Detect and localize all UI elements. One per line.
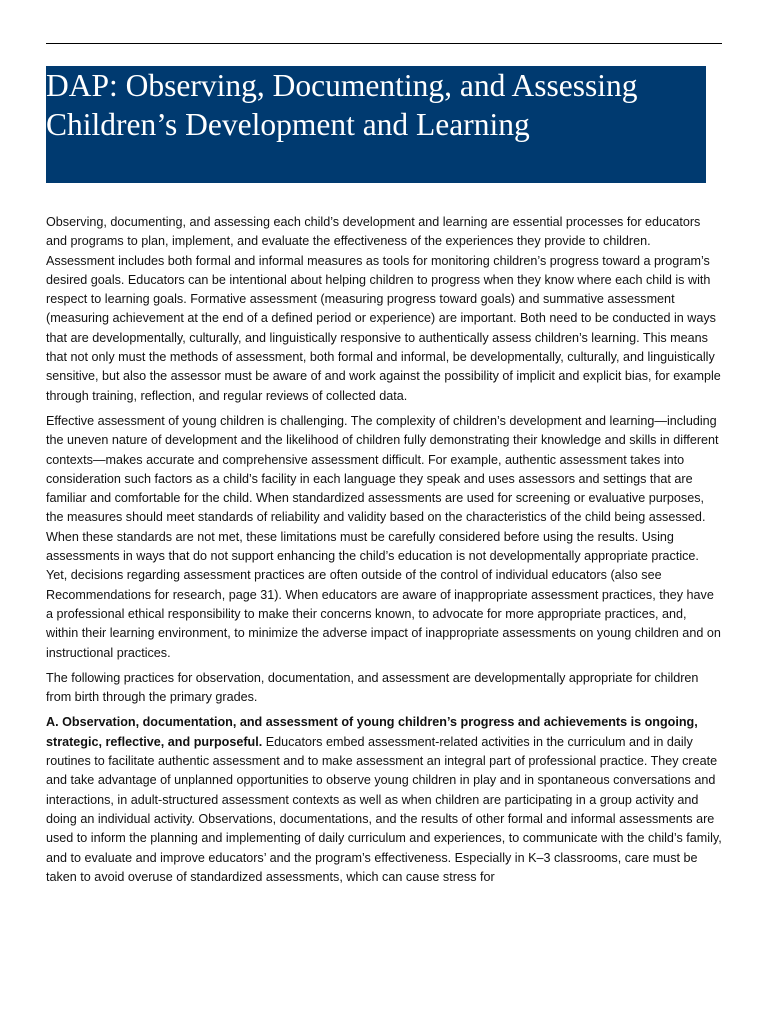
header-rule: [46, 43, 722, 44]
paragraph-intro: Observing, documenting, and assessing each child’s development and learning are essential processes for educators and programs to plan, implement, and evaluate the effectiveness of the experiences they provide to children. Assessment includes both formal and informal measures as tools for monitoring children’s progress toward a program’s desired goals. Educators can be intentional about helping children to progress when they know where each child is with respect to learning goals. Formative assessment (measuring progress toward goals) and summative assessment (measuring achievement at the end of a defined period or experience) are important. Both need to be conducted in ways that are developmentally, culturally, and linguistically responsive to authentically assess children’s learning. This means that not only must the methods of assessment, both formal and informal, be developmentally, culturally, and linguistically sensitive, but also the assessor must be aware of and work against the possibility of implicit and explicit bias, for example through training, reflection, and regular reviews of collected data.: [46, 215, 721, 403]
section-a-body: Educators embed assessment-related activities in the curriculum and in daily routines to facilitate authentic assessment and to make assessment an integral part of professional practice. They create and take advantage of unplanned opportunities to observe young children in play and in spontaneous conversations and interactions, in adult-structured assessment contexts as well as when children are participating in a group activity and doing an individual activity. Observations, documentations, and the results of other formal and informal assessments are used to inform the planning and implementing of daily curriculum and experiences, to communicate with the child’s family, and to evaluate and improve educators’ and the program’s effectiveness. Especially in K–3 classrooms, care must be taken to avoid overuse of standardized assessments, which can cause stress for: [46, 734, 722, 884]
title-banner: [46, 66, 706, 183]
paragraph-challenges: Effective assessment of young children is challenging. The complexity of children’s development and learning—including the uneven nature of development and the likelihood of children fully demonstrating their knowledge and skills in different contexts—makes accurate and comprehensive assessment difficult. For example, authentic assessment takes into consideration such factors as a child’s facility in each language they speak and uses assessors and settings that are familiar and comfortable for the child. When standardized assessments are used for screening or evaluative purposes, the measures should meet standards of reliability and validity based on the characteristics of the child being assessed. When these standards are not met, these limitations must be carefully considered before using the results. Using assessments in ways that do not support enhancing the child’s education is not developmentally appropriate practice. Yet, decisions regarding assessment practices are often outside of the control of individual educators (also see Recommendations for research, page 31). When educators are aware of inappropriate assessment practices, they have a professional ethical responsibility to make their concerns known, to advocate for more appropriate practices, and, within their learning environment, to minimize the adverse impact of inappropriate assessments on young children and on instructional practices.: [46, 413, 721, 660]
section-a-lead: A. Observation, documentation, and assessment of young children’s progress and achievements is ongoing, strategic, reflective, and purposeful.: [46, 715, 698, 749]
paragraph-section-a: [46, 713, 722, 887]
paragraph-practices-intro: The following practices for observation, documentation, and assessment are developmentally appropriate for children from birth through the primary grades.: [46, 670, 699, 705]
document-body: [46, 213, 722, 893]
page-title: DAP: Observing, Documenting, and Assessing Children’s Development and Learning: [46, 68, 638, 142]
